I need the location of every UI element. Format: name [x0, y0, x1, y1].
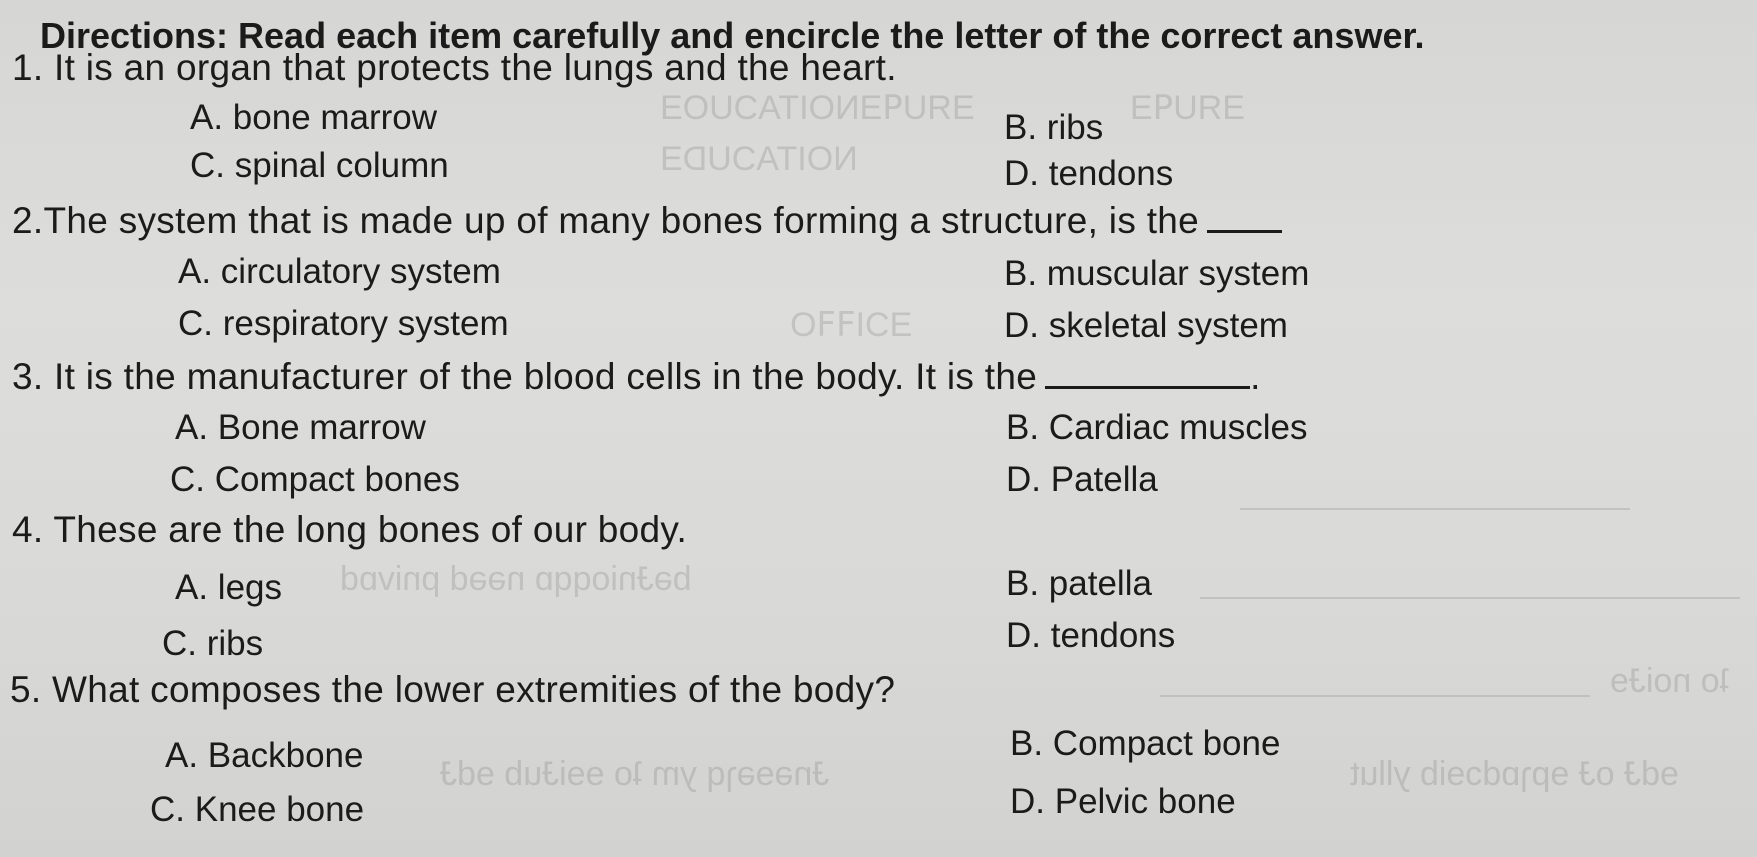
- q4-option-c[interactable]: C. ribs: [162, 624, 264, 663]
- question-3-text: [12, 354, 1261, 399]
- show-through-line: [1240, 508, 1630, 510]
- show-through-text: ʇo noiɈɘ: [1610, 662, 1730, 700]
- show-through-text: ƎƆIꟻꟻO: [790, 306, 913, 344]
- q4-option-d[interactable]: D. tendons: [1006, 616, 1176, 655]
- q2-option-d[interactable]: D. skeletal system: [1004, 306, 1288, 345]
- show-through-text: ƎЯUꟼƎNOITAƆUOƎ: [660, 89, 975, 127]
- show-through-text: NOITAƆUDƎ: [660, 140, 858, 178]
- directions-heading: Directions: Read each item carefully and encircle the letter of the correct answer.: [40, 15, 1425, 56]
- q2-option-c[interactable]: C. respiratory system: [178, 304, 509, 343]
- question-2-label: 2.The system that is made up of many bones forming a structure, is the: [12, 200, 1200, 241]
- show-through-text: Ɉnəɘəɿq ym ʇo ɘɘiɈub ɘdɈ: [440, 755, 830, 793]
- q3-option-a[interactable]: A. Bone marrow: [175, 408, 426, 447]
- q1-option-c[interactable]: C. spinal column: [190, 146, 449, 185]
- q1-option-a[interactable]: A. bone marrow: [190, 98, 438, 137]
- show-through-line: [1200, 597, 1740, 599]
- q2-option-a[interactable]: A. circulatory system: [178, 252, 501, 291]
- q1-option-d[interactable]: D. tendons: [1004, 154, 1174, 193]
- answer-blank: [1045, 354, 1250, 389]
- q3-option-c[interactable]: C. Compact bones: [170, 460, 460, 499]
- question-1-text: 1. It is an organ that protects the lungs and the heart.: [12, 47, 897, 88]
- q5-option-c[interactable]: C. Knee bone: [150, 790, 365, 829]
- q5-option-b[interactable]: B. Compact bone: [1010, 724, 1281, 763]
- q5-option-d[interactable]: D. Pelvic bone: [1010, 782, 1236, 821]
- q2-option-b[interactable]: B. muscular system: [1004, 254, 1310, 293]
- show-through-text: bəɈnioqqɒ nəəd pnivɒd: [340, 560, 692, 598]
- q3-option-b[interactable]: B. Cardiac muscles: [1006, 408, 1308, 447]
- q4-option-a[interactable]: A. legs: [175, 568, 282, 607]
- q3-option-d[interactable]: D. Patella: [1006, 460, 1158, 499]
- question-4-text: 4. These are the long bones of our body.: [12, 509, 688, 550]
- q4-option-b[interactable]: B. patella: [1006, 564, 1152, 603]
- show-through-text: ɘdɈ oɈ ɘpɿɒdɔɘib yllut: [1350, 755, 1679, 793]
- show-through-text: ƎЯUꟼƎ: [1130, 89, 1245, 127]
- question-3-label: 3. It is the manufacturer of the blood cells in the body. It is the: [12, 356, 1038, 397]
- q1-option-b[interactable]: B. ribs: [1004, 108, 1104, 147]
- answer-blank: [1207, 198, 1282, 233]
- question-2-text: [12, 198, 1282, 243]
- show-through-line: [1160, 695, 1590, 697]
- q5-option-a[interactable]: A. Backbone: [165, 736, 364, 775]
- question-3-end: .: [1250, 356, 1261, 397]
- question-5-text: 5. What composes the lower extremities of the body?: [10, 669, 896, 710]
